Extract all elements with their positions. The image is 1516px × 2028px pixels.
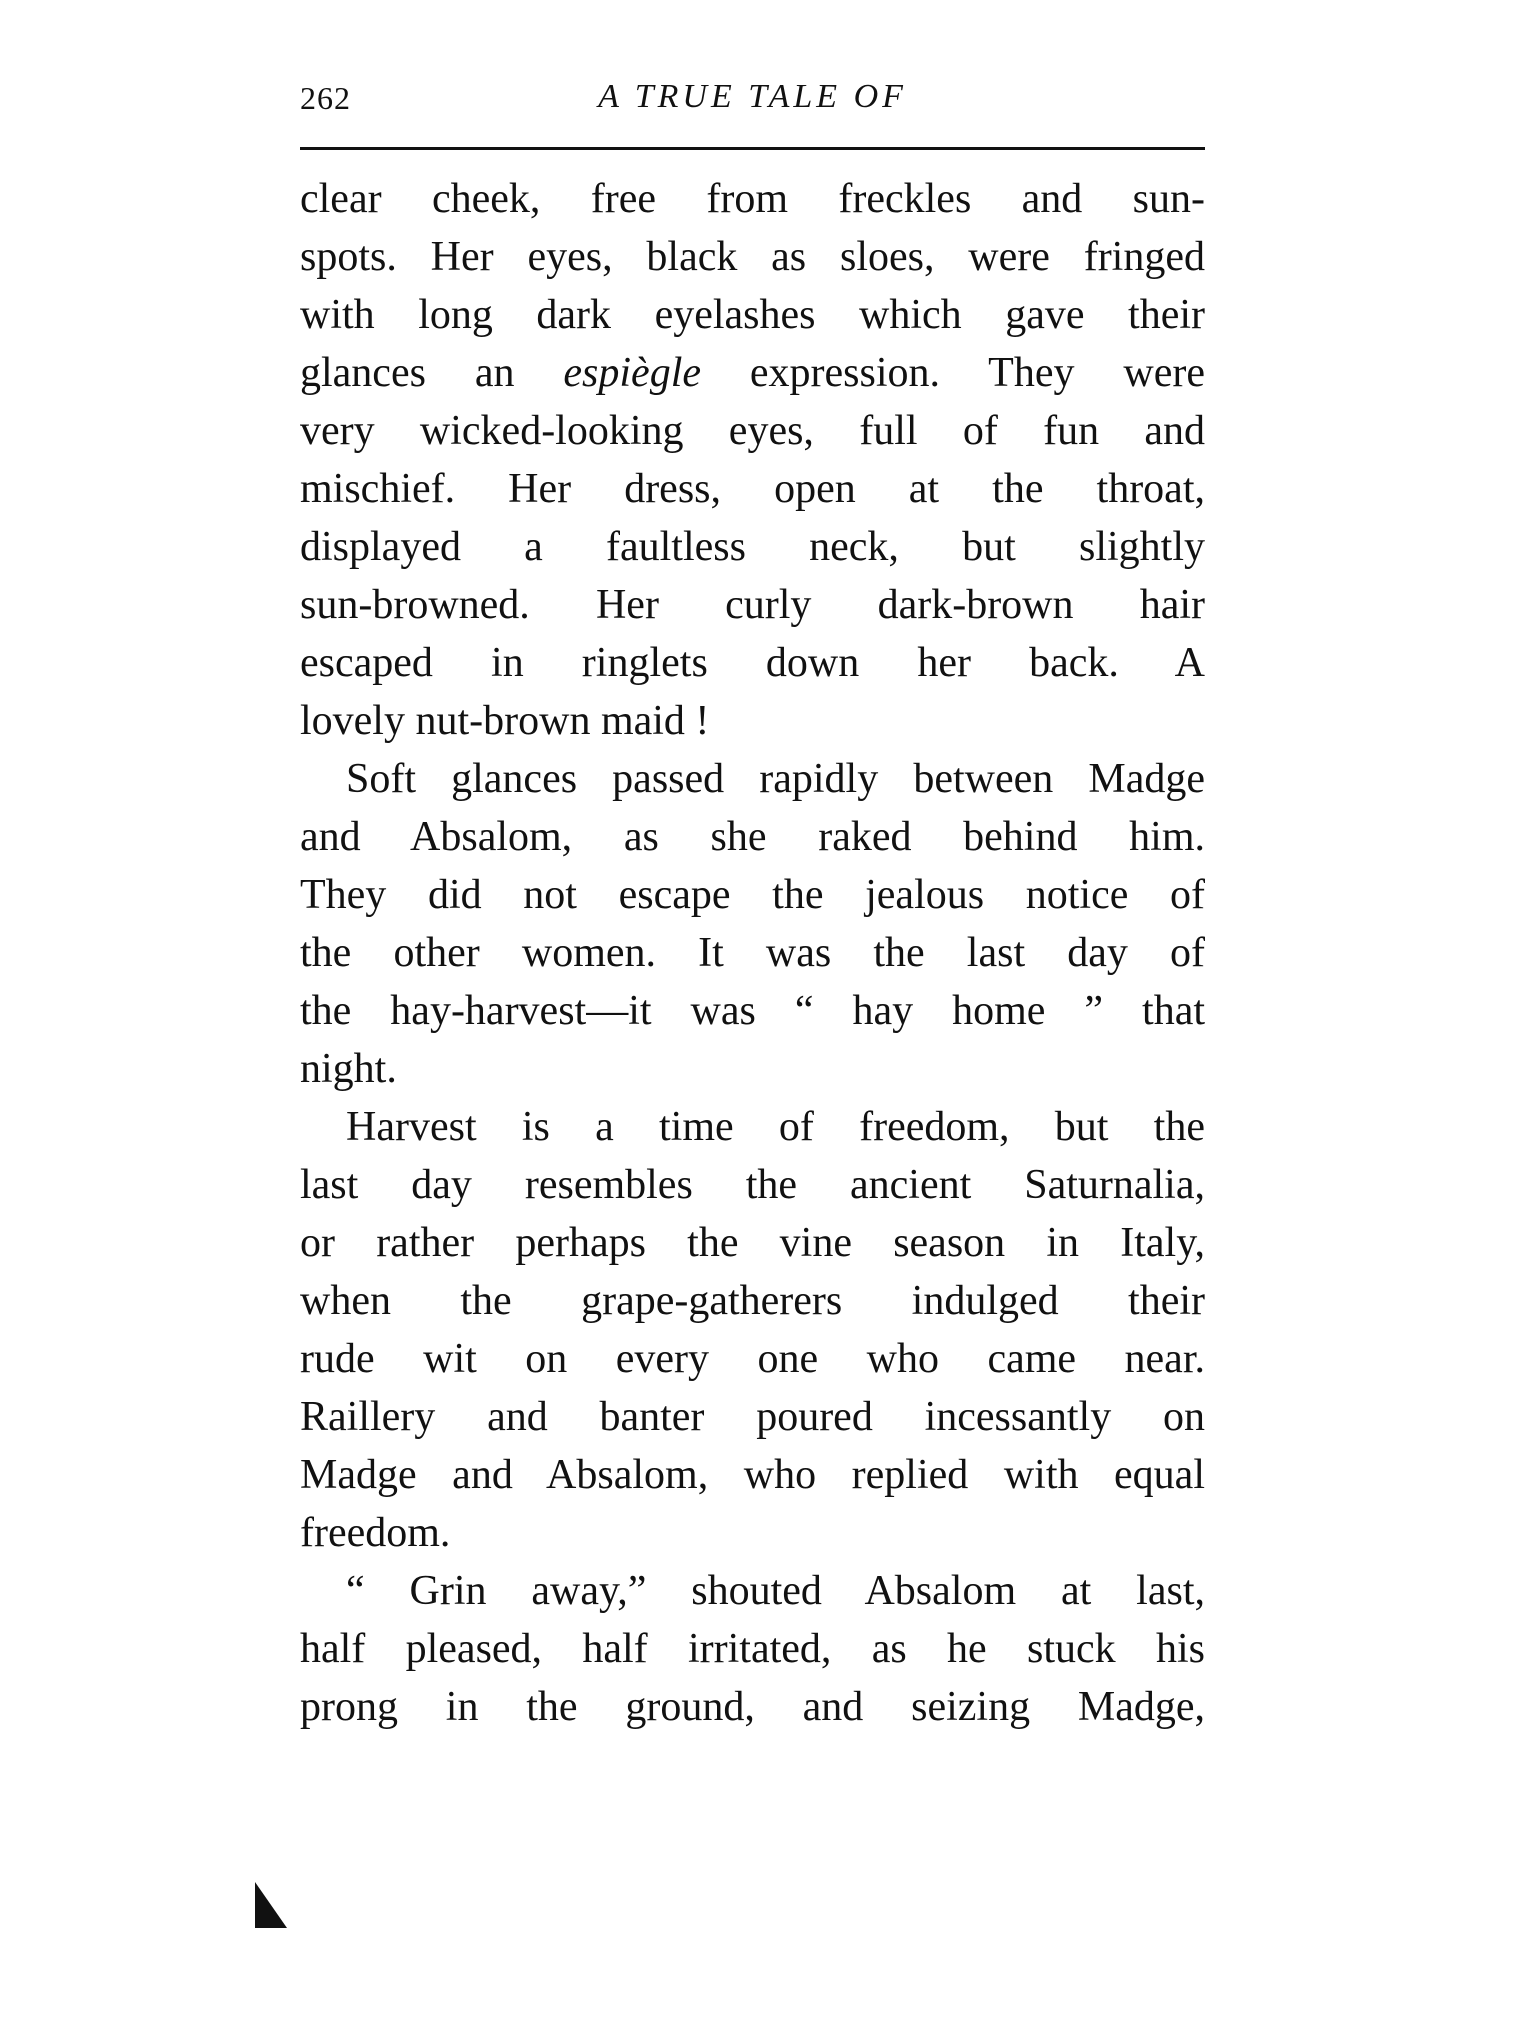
text-line: night.: [300, 1046, 397, 1092]
text-line: when the grape-gatherers indulged their: [300, 1278, 1205, 1324]
text-line: freedom.: [300, 1510, 451, 1556]
paragraph-3: [300, 1098, 1205, 1562]
text-line: Raillery and banter poured incessantly on: [300, 1394, 1205, 1440]
page-header: [300, 78, 1205, 128]
corner-triangle-mark: [255, 1882, 287, 1928]
text-line: “ Grin away,” shouted Absalom at last,: [346, 1568, 1205, 1614]
text-line: sun-browned. Her curly dark-brown hair: [300, 582, 1205, 628]
text-line: very wicked-looking eyes, full of fun and: [300, 408, 1205, 454]
text-line: with long dark eyelashes which gave their: [300, 292, 1205, 338]
text-line: half pleased, half irritated, as he stuck his: [300, 1626, 1205, 1672]
paragraph-2: [300, 750, 1205, 1098]
text-line: clear cheek, free from freckles and sun-: [300, 176, 1205, 222]
text-line: escaped in ringlets down her back. A: [300, 640, 1205, 686]
text-line: spots. Her eyes, black as sloes, were fringed: [300, 234, 1205, 280]
text-line: and Absalom, as she raked behind him.: [300, 814, 1205, 860]
text-line: Madge and Absalom, who replied with equal: [300, 1452, 1205, 1498]
body-text: [300, 170, 1205, 1736]
text-line: Harvest is a time of freedom, but the: [346, 1104, 1205, 1150]
text-line: or rather perhaps the vine season in Italy,: [300, 1220, 1205, 1266]
text-line: rude wit on every one who came near.: [300, 1336, 1205, 1382]
text-line: Soft glances passed rapidly between Madge: [346, 756, 1205, 802]
text-fragment: expression. They were: [701, 350, 1205, 396]
text-line: mischief. Her dress, open at the throat,: [300, 466, 1205, 512]
page-number: 262: [300, 80, 351, 116]
text-line: last day resembles the ancient Saturnalia,: [300, 1162, 1205, 1208]
text-line-with-italic: [300, 344, 1205, 402]
running-head: A TRUE TALE OF: [598, 78, 907, 115]
paragraph-1: [300, 170, 1205, 750]
text-fragment: glances an: [300, 350, 564, 396]
text-line: the other women. It was the last day of: [300, 930, 1205, 976]
italic-word: espiègle: [563, 350, 701, 396]
text-line: the hay-harvest—it was “ hay home ” that: [300, 988, 1205, 1034]
text-line: prong in the ground, and seizing Madge,: [300, 1684, 1205, 1730]
text-line: lovely nut-brown maid !: [300, 698, 710, 744]
text-line: They did not escape the jealous notice of: [300, 872, 1205, 918]
text-line: displayed a faultless neck, but slightly: [300, 524, 1205, 570]
paragraph-4: [300, 1562, 1205, 1736]
header-rule: [300, 147, 1205, 150]
